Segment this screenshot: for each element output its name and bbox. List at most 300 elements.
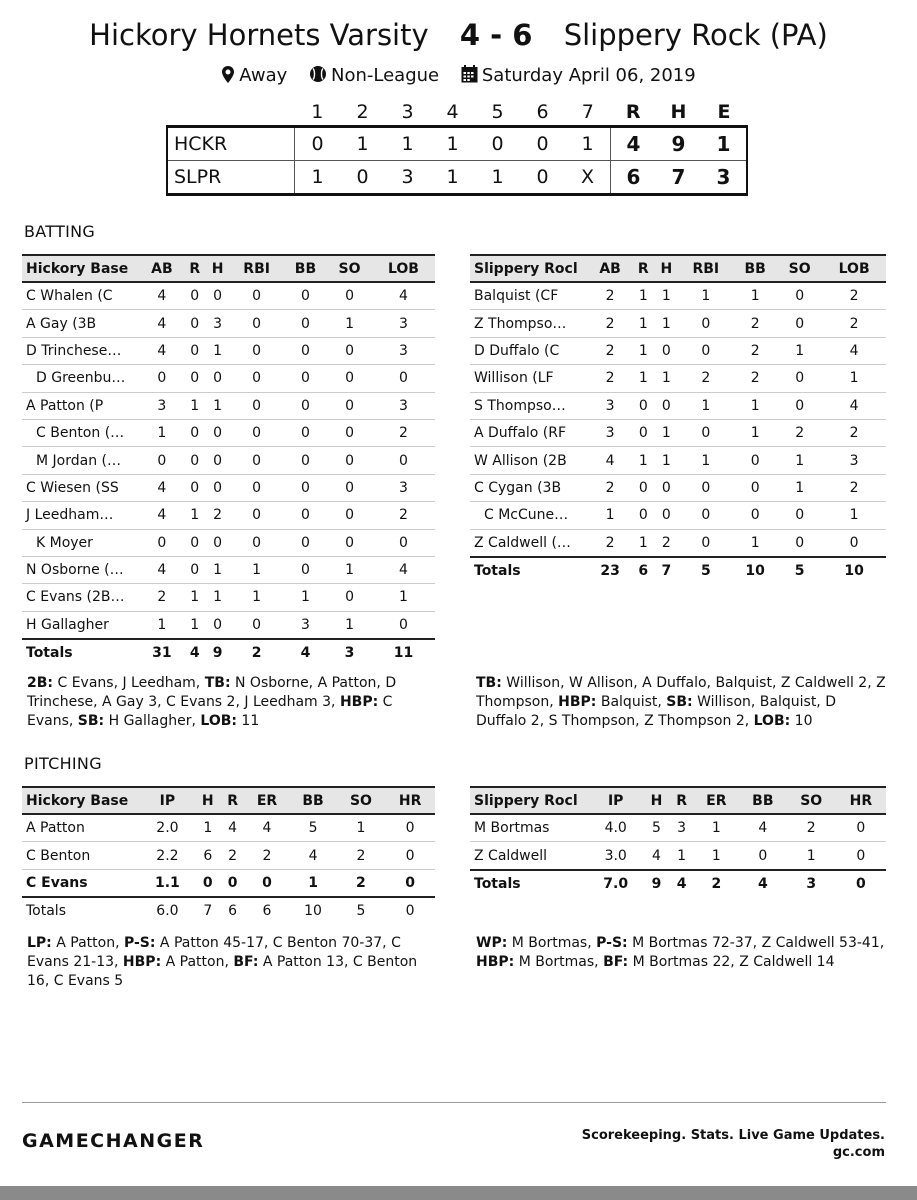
stat-column-header: RBI bbox=[230, 255, 284, 282]
stat-value: 4 bbox=[822, 392, 886, 419]
stat-value: 0 bbox=[206, 282, 230, 310]
stat-value: 0 bbox=[140, 529, 184, 556]
note-label: HBP: bbox=[122, 954, 162, 970]
stat-value: 0 bbox=[206, 611, 230, 639]
stat-value: 1 bbox=[632, 282, 654, 310]
stat-value: 0 bbox=[284, 392, 327, 419]
note-text: 11 bbox=[236, 713, 260, 729]
batting-row bbox=[22, 282, 435, 310]
errors-header: E bbox=[717, 101, 731, 123]
batting-row bbox=[22, 611, 435, 639]
pitching-table-away bbox=[470, 786, 886, 897]
stat-value: 2 bbox=[787, 814, 836, 842]
stat-value: 0 bbox=[184, 529, 206, 556]
pitching-table-home bbox=[22, 786, 435, 925]
stat-value: 3 bbox=[372, 310, 435, 337]
totals-value: 10 bbox=[822, 557, 886, 584]
batting-row bbox=[470, 529, 886, 557]
stat-value: 1 bbox=[654, 419, 678, 446]
stat-value: 2.2 bbox=[140, 842, 195, 869]
player-name: C Whalen (C bbox=[22, 282, 140, 310]
player-name: S Thompso… bbox=[470, 392, 588, 419]
stat-value: 0 bbox=[678, 502, 733, 529]
totals-value: 3 bbox=[327, 639, 372, 666]
pitching-row bbox=[22, 869, 435, 897]
stat-value: 0 bbox=[632, 419, 654, 446]
stat-value: 1 bbox=[230, 556, 284, 583]
stat-value: 0 bbox=[206, 447, 230, 474]
stat-column-header: IP bbox=[140, 787, 195, 814]
stat-column-header: H bbox=[643, 787, 669, 814]
stat-value: 2 bbox=[588, 474, 632, 501]
stat-value: 1 bbox=[195, 814, 221, 842]
stat-value: 1 bbox=[632, 447, 654, 474]
stat-value: 2 bbox=[654, 529, 678, 557]
pitching-header-row bbox=[22, 787, 435, 814]
inning-runs: 0 bbox=[520, 127, 565, 161]
stat-column-header: BB bbox=[739, 787, 787, 814]
stat-value: 1 bbox=[327, 310, 372, 337]
stat-value: 3 bbox=[588, 419, 632, 446]
stat-value: 0 bbox=[206, 474, 230, 501]
batting-row bbox=[22, 337, 435, 364]
stat-value: 1 bbox=[184, 611, 206, 639]
stat-value: 2 bbox=[733, 337, 777, 364]
stat-value: 0 bbox=[777, 502, 822, 529]
stat-value: 0 bbox=[678, 474, 733, 501]
stat-value: 4 bbox=[372, 282, 435, 310]
stat-value: 2 bbox=[588, 337, 632, 364]
batting-header-row bbox=[470, 255, 886, 282]
stat-value: 1 bbox=[206, 392, 230, 419]
stat-column-header: HR bbox=[836, 787, 886, 814]
stat-value: 4 bbox=[140, 502, 184, 529]
inning-header: 4 bbox=[446, 101, 459, 123]
inning-runs: 1 bbox=[565, 127, 611, 161]
totals-value: 4 bbox=[184, 639, 206, 666]
stat-column-header: ER bbox=[245, 787, 290, 814]
stat-value: 1 bbox=[822, 365, 886, 392]
player-name: D Trinchese… bbox=[22, 337, 140, 364]
stat-value: 1 bbox=[632, 337, 654, 364]
stat-value: 0 bbox=[184, 282, 206, 310]
stat-value: 1 bbox=[372, 584, 435, 611]
note-text: 10 bbox=[790, 713, 813, 729]
stat-value: 0 bbox=[385, 842, 435, 869]
batting-row bbox=[22, 556, 435, 583]
totals-label: Totals bbox=[22, 639, 140, 666]
runs-header: R bbox=[625, 101, 641, 123]
stat-value: 0 bbox=[733, 502, 777, 529]
player-name: C Evans bbox=[22, 869, 140, 897]
stat-value: 0 bbox=[230, 447, 284, 474]
player-name: Z Caldwell bbox=[470, 842, 588, 870]
stat-value: 1 bbox=[632, 529, 654, 557]
totals-value: 7 bbox=[195, 897, 221, 924]
stat-value: 4 bbox=[140, 337, 184, 364]
inning-runs: 0 bbox=[340, 161, 385, 195]
line-score-table bbox=[166, 99, 748, 196]
stat-column-header: SO bbox=[327, 255, 372, 282]
stat-value: 2 bbox=[337, 869, 386, 897]
team-abbr: SLPR bbox=[167, 161, 295, 195]
stat-value: 0 bbox=[184, 556, 206, 583]
stat-value: 1 bbox=[733, 529, 777, 557]
totals-value: 31 bbox=[140, 639, 184, 666]
stat-value: 2 bbox=[206, 502, 230, 529]
footer-divider bbox=[22, 1102, 886, 1103]
total-runs: 4 bbox=[611, 127, 657, 161]
stat-value: 0 bbox=[284, 529, 327, 556]
stat-value: 0 bbox=[327, 337, 372, 364]
stat-value: 0 bbox=[678, 529, 733, 557]
totals-value: 7.0 bbox=[588, 870, 643, 897]
note-label: WP: bbox=[476, 935, 508, 951]
batting-row bbox=[470, 310, 886, 337]
gamechanger-logo: GAMECHANGER bbox=[22, 1130, 205, 1152]
stat-value: 5 bbox=[289, 814, 336, 842]
stat-value: 0 bbox=[284, 282, 327, 310]
inning-runs: 1 bbox=[430, 127, 475, 161]
inning-header: 7 bbox=[581, 101, 594, 123]
batting-row bbox=[470, 337, 886, 364]
player-name: Balquist (CF bbox=[470, 282, 588, 310]
stat-value: 1 bbox=[654, 310, 678, 337]
league-label: Non-League bbox=[331, 65, 440, 86]
stat-value: 6 bbox=[195, 842, 221, 869]
stat-value: 0 bbox=[230, 365, 284, 392]
stat-value: 0 bbox=[284, 310, 327, 337]
stat-value: 0 bbox=[678, 337, 733, 364]
totals-row bbox=[22, 639, 435, 666]
totals-value: 4 bbox=[670, 870, 694, 897]
hits-header: H bbox=[670, 101, 687, 123]
stat-column-header: R bbox=[184, 255, 206, 282]
stat-value: 0 bbox=[654, 474, 678, 501]
totals-value: 10 bbox=[733, 557, 777, 584]
stat-value: 3 bbox=[372, 392, 435, 419]
stat-value: 2 bbox=[822, 474, 886, 501]
player-name: M Jordan (… bbox=[22, 447, 140, 474]
stat-value: 1 bbox=[184, 502, 206, 529]
stat-value: 0 bbox=[327, 282, 372, 310]
batting-row bbox=[470, 419, 886, 446]
totals-value: 2 bbox=[694, 870, 739, 897]
player-name: A Duffalo (RF bbox=[470, 419, 588, 446]
stat-value: 0 bbox=[632, 474, 654, 501]
stat-value: 0 bbox=[206, 419, 230, 446]
stat-value: 0 bbox=[836, 842, 886, 870]
pitching-row bbox=[22, 814, 435, 842]
game-meta bbox=[0, 65, 917, 86]
stat-value: 3 bbox=[588, 392, 632, 419]
inning-header: 3 bbox=[401, 101, 414, 123]
note-label: BF: bbox=[603, 954, 629, 970]
batting-row bbox=[470, 474, 886, 501]
stat-value: 0 bbox=[777, 365, 822, 392]
stat-value: 1 bbox=[184, 392, 206, 419]
stat-value: 0 bbox=[195, 869, 221, 897]
stat-value: 0 bbox=[372, 365, 435, 392]
batting-row bbox=[470, 365, 886, 392]
website-link[interactable]: gc.com bbox=[832, 1145, 885, 1160]
stat-value: 4 bbox=[643, 842, 669, 870]
note-label: LP: bbox=[27, 935, 52, 951]
player-name: A Patton (P bbox=[22, 392, 140, 419]
stat-column-header: R bbox=[632, 255, 654, 282]
player-name: W Allison (2B bbox=[470, 447, 588, 474]
note-text: A Patton 45-17, C Benton 70-37, C Evans 21-13, bbox=[27, 935, 401, 970]
bottom-bar bbox=[0, 1186, 917, 1200]
stat-value: 1 bbox=[654, 282, 678, 310]
batting-row bbox=[22, 529, 435, 556]
totals-value: 9 bbox=[643, 870, 669, 897]
totals-label: Totals bbox=[470, 557, 588, 584]
stat-column-header: H bbox=[206, 255, 230, 282]
inning-runs: 1 bbox=[385, 127, 430, 161]
note-label: SB: bbox=[666, 694, 693, 710]
stat-value: 0 bbox=[777, 392, 822, 419]
stat-value: 0 bbox=[184, 474, 206, 501]
stat-value: 1 bbox=[654, 447, 678, 474]
stat-value: 3 bbox=[372, 337, 435, 364]
location-pin-icon bbox=[221, 66, 235, 83]
note-label: P-S: bbox=[123, 935, 156, 951]
batting-row bbox=[22, 447, 435, 474]
stat-value: 1.1 bbox=[140, 869, 195, 897]
stat-value: 2 bbox=[588, 310, 632, 337]
batting-table-home bbox=[22, 254, 435, 666]
stat-value: 0 bbox=[327, 392, 372, 419]
stat-value: 1 bbox=[694, 814, 739, 842]
inning-runs: X bbox=[565, 161, 611, 195]
stat-value: 0 bbox=[654, 392, 678, 419]
totals-value: 7 bbox=[654, 557, 678, 584]
inning-runs: 0 bbox=[295, 127, 341, 161]
stat-value: 0 bbox=[230, 282, 284, 310]
note-label: SB: bbox=[77, 713, 105, 729]
stat-value: 0 bbox=[284, 474, 327, 501]
player-column-header: Hickory Base bbox=[22, 255, 140, 282]
totals-value: 6.0 bbox=[140, 897, 195, 924]
stat-value: 0 bbox=[284, 337, 327, 364]
totals-value: 0 bbox=[385, 897, 435, 924]
note-text: A Patton 13, C Benton 16, C Evans 5 bbox=[27, 954, 418, 989]
stat-value: 0 bbox=[245, 869, 290, 897]
stat-value: 3 bbox=[822, 447, 886, 474]
stat-value: 0 bbox=[206, 365, 230, 392]
player-name: J Leedham… bbox=[22, 502, 140, 529]
inning-runs: 1 bbox=[295, 161, 341, 195]
stat-value: 1 bbox=[787, 842, 836, 870]
stat-value: 0 bbox=[230, 502, 284, 529]
stat-value: 0 bbox=[385, 814, 435, 842]
stat-value: 1 bbox=[206, 584, 230, 611]
pitching-notes-away bbox=[476, 934, 888, 972]
location-label: Away bbox=[239, 65, 288, 86]
pitching-header-row bbox=[470, 787, 886, 814]
line-score-row bbox=[167, 127, 747, 161]
note-text: M Bortmas, bbox=[507, 935, 597, 951]
player-column-header: Hickory Base bbox=[22, 787, 140, 814]
stat-value: 1 bbox=[632, 365, 654, 392]
stat-column-header: BB bbox=[284, 255, 327, 282]
stat-value: 0 bbox=[632, 502, 654, 529]
player-name: C Wiesen (SS bbox=[22, 474, 140, 501]
player-column-header: Slippery Rocl bbox=[470, 255, 588, 282]
player-name: C Cygan (3B bbox=[470, 474, 588, 501]
pitching-section-title: PITCHING bbox=[24, 754, 102, 773]
stat-value: 3 bbox=[206, 310, 230, 337]
stat-column-header: LOB bbox=[822, 255, 886, 282]
batting-row bbox=[470, 502, 886, 529]
stat-value: 1 bbox=[230, 584, 284, 611]
batting-row bbox=[22, 310, 435, 337]
totals-value: 6 bbox=[245, 897, 290, 924]
total-runs: 6 bbox=[611, 161, 657, 195]
stat-value: 1 bbox=[206, 337, 230, 364]
calendar-icon bbox=[461, 65, 478, 83]
note-text: Balquist, bbox=[596, 694, 667, 710]
stat-column-header: IP bbox=[588, 787, 643, 814]
note-label: HBP: bbox=[339, 694, 379, 710]
total-errors: 1 bbox=[701, 127, 747, 161]
note-label: HBP: bbox=[476, 954, 515, 970]
note-text: C Evans, J Leedham, bbox=[53, 675, 205, 691]
totals-value: 4 bbox=[739, 870, 787, 897]
stat-value: 2 bbox=[372, 502, 435, 529]
totals-value: 5 bbox=[678, 557, 733, 584]
player-name: A Patton bbox=[22, 814, 140, 842]
stat-value: 0 bbox=[678, 310, 733, 337]
totals-value: 3 bbox=[787, 870, 836, 897]
stat-value: 2.0 bbox=[140, 814, 195, 842]
stat-value: 4 bbox=[140, 474, 184, 501]
inning-runs: 0 bbox=[520, 161, 565, 195]
stat-value: 0 bbox=[230, 392, 284, 419]
inning-header: 1 bbox=[311, 101, 324, 123]
note-label: TB: bbox=[204, 675, 231, 691]
stat-value: 2 bbox=[588, 529, 632, 557]
stat-value: 0 bbox=[184, 419, 206, 446]
stat-column-header: SO bbox=[337, 787, 386, 814]
stat-value: 2 bbox=[221, 842, 245, 869]
stat-value: 1 bbox=[337, 814, 386, 842]
player-name: K Moyer bbox=[22, 529, 140, 556]
stat-column-header: R bbox=[221, 787, 245, 814]
stat-value: 0 bbox=[230, 310, 284, 337]
note-label: BF: bbox=[233, 954, 259, 970]
stat-value: 0 bbox=[284, 502, 327, 529]
batting-row bbox=[22, 474, 435, 501]
inning-header: 6 bbox=[536, 101, 549, 123]
note-text: A Patton, bbox=[161, 954, 234, 970]
stat-value: 4 bbox=[140, 310, 184, 337]
stat-value: 1 bbox=[777, 447, 822, 474]
inning-runs: 1 bbox=[340, 127, 385, 161]
stat-value: 4 bbox=[289, 842, 336, 869]
stat-value: 0 bbox=[777, 282, 822, 310]
stat-value: 1 bbox=[777, 474, 822, 501]
stat-value: 0 bbox=[733, 474, 777, 501]
note-text: H Gallagher, bbox=[104, 713, 201, 729]
note-text: C Evans, bbox=[27, 694, 393, 729]
total-hits: 9 bbox=[656, 127, 701, 161]
pitching-row bbox=[470, 814, 886, 842]
away-team-name: Slippery Rock (PA) bbox=[563, 18, 828, 52]
player-name: Z Caldwell (… bbox=[470, 529, 588, 557]
stat-value: 4 bbox=[140, 556, 184, 583]
stat-value: 2 bbox=[245, 842, 290, 869]
note-label: P-S: bbox=[596, 935, 628, 951]
pitching-row bbox=[22, 842, 435, 869]
stat-value: 0 bbox=[822, 529, 886, 557]
stat-column-header: R bbox=[670, 787, 694, 814]
stat-value: 3.0 bbox=[588, 842, 643, 870]
stat-value: 0 bbox=[733, 447, 777, 474]
stat-column-header: AB bbox=[588, 255, 632, 282]
batting-header-row bbox=[22, 255, 435, 282]
note-text: M Bortmas, bbox=[514, 954, 604, 970]
player-name: C Evans (2B… bbox=[22, 584, 140, 611]
player-name: C Benton bbox=[22, 842, 140, 869]
stat-value: 0 bbox=[678, 419, 733, 446]
stat-value: 1 bbox=[678, 392, 733, 419]
totals-value: 6 bbox=[221, 897, 245, 924]
inning-header: 5 bbox=[491, 101, 504, 123]
totals-value: 10 bbox=[289, 897, 336, 924]
totals-row bbox=[470, 557, 886, 584]
total-hits: 7 bbox=[656, 161, 701, 195]
batting-notes-away bbox=[476, 674, 888, 731]
stat-value: 1 bbox=[654, 365, 678, 392]
stat-value: 1 bbox=[678, 282, 733, 310]
totals-value: 4 bbox=[284, 639, 327, 666]
game-date: Saturday April 06, 2019 bbox=[481, 65, 696, 86]
stat-column-header: SO bbox=[777, 255, 822, 282]
stat-value: 0 bbox=[836, 814, 886, 842]
stat-value: 2 bbox=[140, 584, 184, 611]
player-name: C McCune… bbox=[470, 502, 588, 529]
stat-value: 0 bbox=[184, 337, 206, 364]
note-text: M Bortmas 72-37, Z Caldwell 53-41, bbox=[627, 935, 885, 951]
stat-value: 1 bbox=[140, 419, 184, 446]
stat-value: 1 bbox=[678, 447, 733, 474]
stat-value: 1 bbox=[777, 337, 822, 364]
stat-value: 0 bbox=[327, 474, 372, 501]
player-column-header: Slippery Rocl bbox=[470, 787, 588, 814]
stat-value: 0 bbox=[372, 611, 435, 639]
stat-value: 0 bbox=[739, 842, 787, 870]
batting-notes-home bbox=[27, 674, 437, 731]
player-name: Z Thompso… bbox=[470, 310, 588, 337]
stat-value: 2 bbox=[733, 365, 777, 392]
stat-value: 0 bbox=[327, 447, 372, 474]
home-team-name: Hickory Hornets Varsity bbox=[89, 18, 429, 52]
stat-value: 0 bbox=[140, 447, 184, 474]
stat-value: 1 bbox=[733, 392, 777, 419]
stat-value: 2 bbox=[822, 419, 886, 446]
stat-value: 5 bbox=[643, 814, 669, 842]
stat-value: 0 bbox=[654, 502, 678, 529]
stat-value: 0 bbox=[327, 529, 372, 556]
batting-section-title: BATTING bbox=[24, 222, 96, 241]
footer-tagline bbox=[582, 1127, 885, 1161]
stat-value: 1 bbox=[184, 584, 206, 611]
stat-value: 4 bbox=[739, 814, 787, 842]
stat-value: 0 bbox=[230, 337, 284, 364]
stat-value: 1 bbox=[694, 842, 739, 870]
